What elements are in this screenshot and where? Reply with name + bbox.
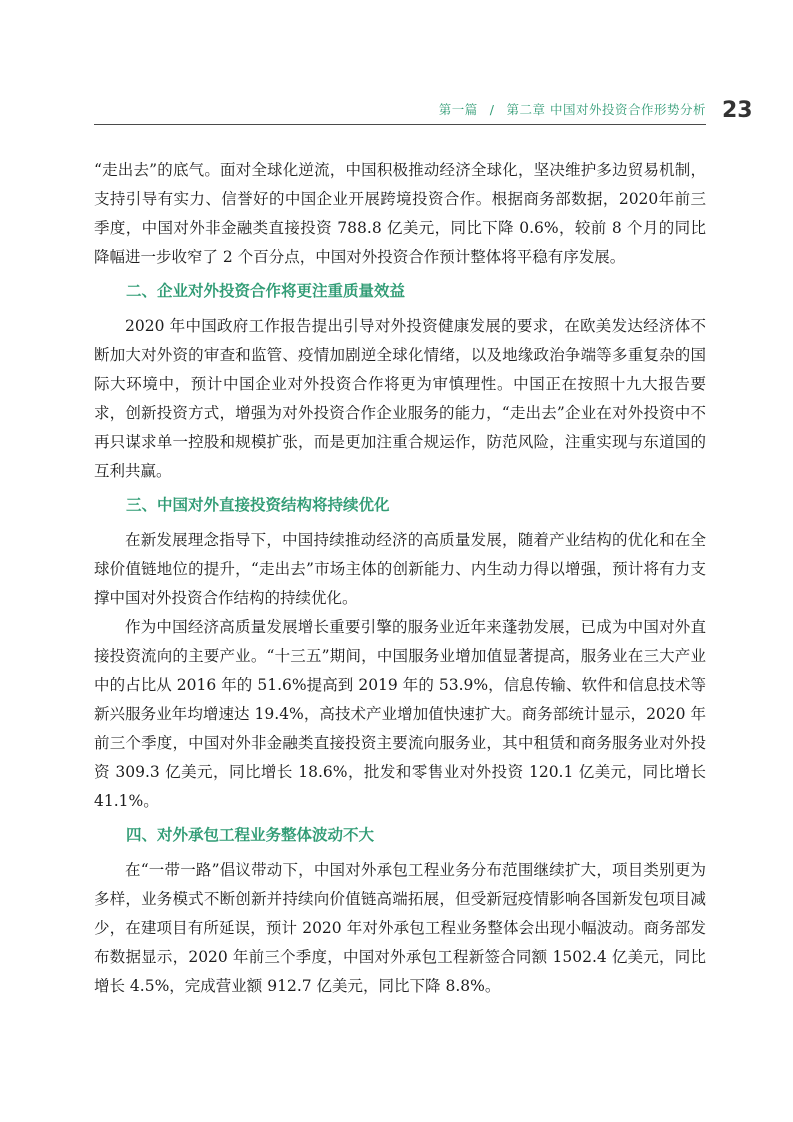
intro-paragraph: “走出去”的底气。面对全球化逆流，中国积极推动经济全球化，坚决维护多边贸易机制，支持引导有实力、信誉好的中国企业开展跨境投资合作。根据商务部数据，2020年前三季度，中国对外非金融类直接投资 788.8 亿美元，同比下降 0.6%，较前 8 个月的同比降幅进一步收窄了 2 个百分点，中国对外投资合作预计整体将平稳有序发展。 <box>94 161 706 266</box>
page-body <box>94 156 706 1001</box>
header-rule <box>94 124 706 125</box>
section-heading-4: 四、对外承包工程业务整体波动不大 <box>126 826 375 844</box>
section2-paragraph-1: 2020 年中国政府工作报告提出引导对外投资健康发展的要求，在欧美发达经济体不断加大对外资的审查和监管、疫情加剧逆全球化情绪，以及地缘政治争端等多重复杂的国际大环境中，预计中国企业对外投资合作将更为审慎理性。中国正在按照十九大报告要求，创新投资方式，增强为对外投资合作企业服务的能力，“走出去”企业在对外投资中不再只谋求单一控股和规模扩张，而是更加注重合规运作，防范风险，注重实现与东道国的互利共赢。 <box>94 317 706 480</box>
section-heading-3: 三、中国对外直接投资结构将持续优化 <box>126 496 390 514</box>
header-part: 第一篇 <box>438 102 478 117</box>
section3-paragraph-1: 在新发展理念指导下，中国持续推动经济的高质量发展，随着产业结构的优化和在全球价值链地位的提升，“走出去”市场主体的创新能力、内生动力得以增强，预计将有力支撑中国对外投资合作结构的持续优化。 <box>94 531 706 607</box>
running-header <box>94 100 706 120</box>
section4-paragraph-1: 在“一带一路”倡议带动下，中国对外承包工程业务分布范围继续扩大，项目类别更为多样，业务模式不断创新并持续向价值链高端拓展，但受新冠疫情影响各国新发包项目减少，在建项目有所延误，预计 2020 年对外承包工程业务整体会出现小幅波动。商务部发布数据显示，2020 年前三个季度，中国对外承包工程新签合同额 1502.4 亿美元，同比增长 4.5%，完成营业额 912.7 亿美元，同比下降 8.8%。 <box>94 861 706 995</box>
page-number: 23 <box>722 98 753 123</box>
header-separator: / <box>489 102 495 117</box>
header-chapter: 第二章 中国对外投资合作形势分析 <box>506 102 706 117</box>
section-heading-2: 二、企业对外投资合作将更注重质量效益 <box>126 282 406 300</box>
section3-paragraph-2: 作为中国经济高质量发展增长重要引擎的服务业近年来蓬勃发展，已成为中国对外直接投资流向的主要产业。“十三五”期间，中国服务业增加值显著提高，服务业在三大产业中的占比从 2016 年的 51.6%提高到 2019 年的 53.9%，信息传输、软件和信息技术等新兴服务业年均增速达 19.4%，高技术产业增加值快速扩大。商务部统计显示，2020 年前三个季度，中国对外非金融类直接投资主要流向服务业，其中租赁和商务服务业对外投资 309.3 亿美元，同比增长 18.6%，批发和零售业对外投资 120.1 亿美元，同比增长 41.1%。 <box>94 618 706 810</box>
